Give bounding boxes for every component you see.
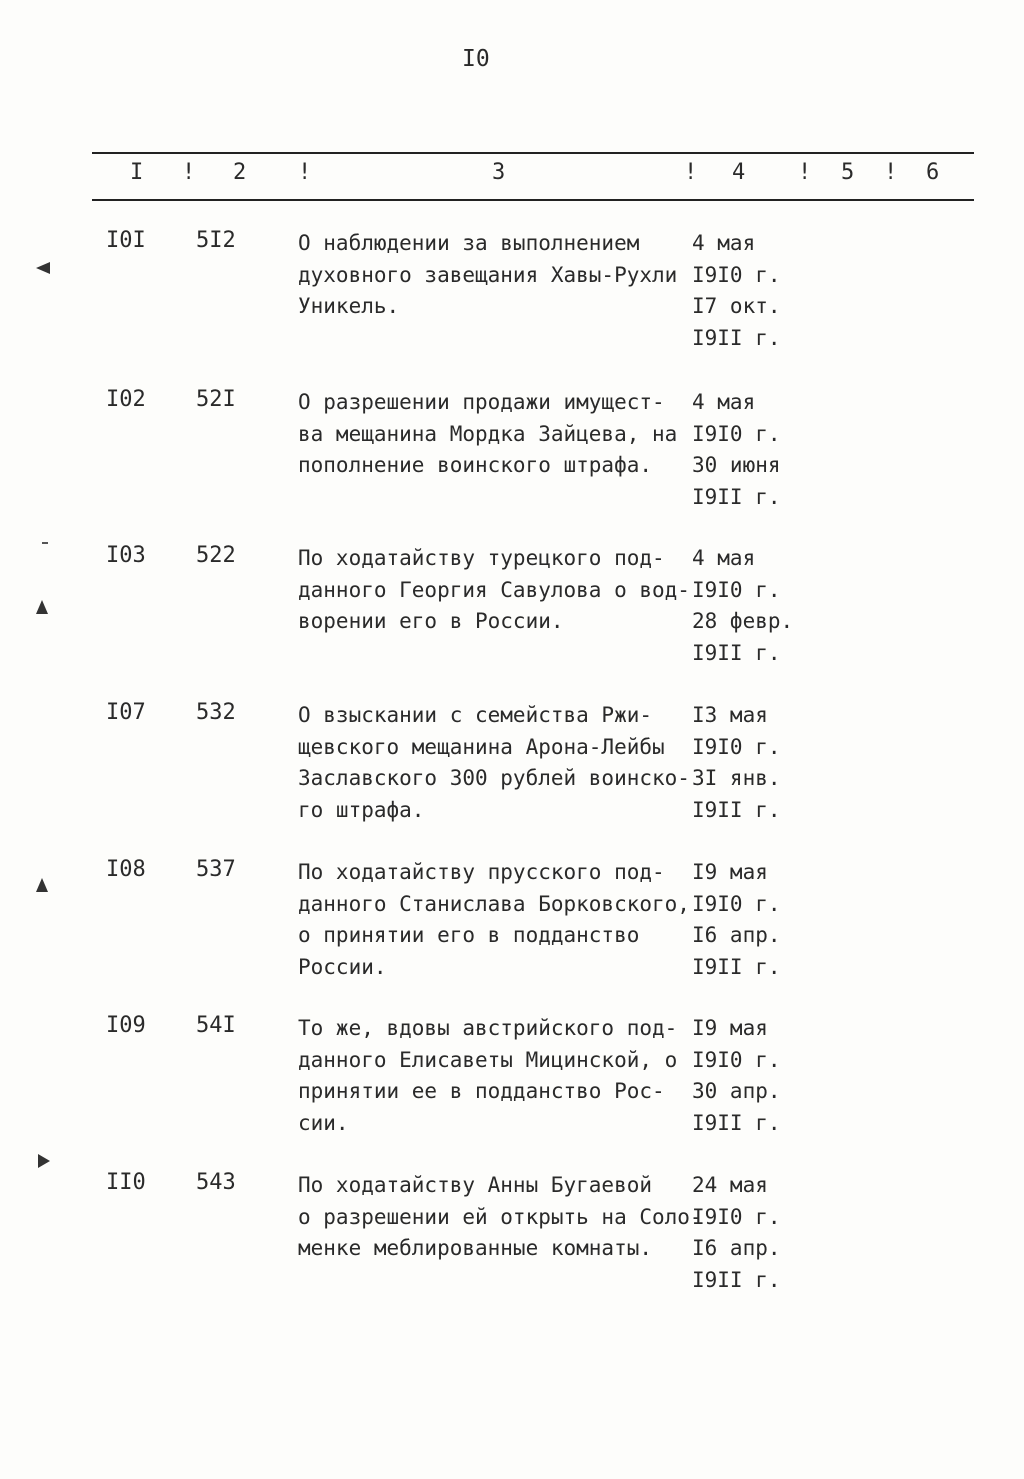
entry-dates	[692, 1170, 781, 1296]
table-row	[0, 700, 1024, 820]
date-line: 4 мая	[692, 390, 756, 414]
punch-hole-mark	[36, 878, 48, 892]
description-line: Заславского 300 рублей воинско-	[298, 766, 690, 790]
entry-dates	[692, 543, 793, 669]
description-line: о принятии его в подданство	[298, 923, 640, 947]
date-line: I9II г.	[692, 325, 781, 350]
description-line: данного Елисаветы Мицинской, о	[298, 1047, 678, 1072]
description-line: То же, вдовы австрийского под-	[298, 1016, 678, 1040]
date-line: I6 апр.	[692, 1236, 781, 1260]
col-separator: !	[298, 160, 312, 185]
punch-hole-mark	[42, 542, 48, 544]
date-line: I9I0 г.	[692, 891, 781, 916]
file-number: 543	[196, 1170, 236, 1195]
header-top-rule	[92, 152, 974, 154]
date-line: I7 окт.	[692, 294, 781, 318]
description-line: О наблюдении за выполнением	[298, 231, 640, 255]
col-separator: !	[684, 160, 698, 185]
table-row	[0, 543, 1024, 663]
punch-hole-mark	[36, 600, 48, 614]
description-line: духовного завещания Хавы-Рухли	[298, 262, 678, 287]
col-separator: !	[182, 160, 196, 185]
entry-description	[298, 1013, 698, 1139]
table-row	[0, 1013, 1024, 1133]
description-line: сии.	[298, 1110, 349, 1135]
file-number: 5I2	[196, 228, 236, 253]
entry-description	[298, 228, 698, 323]
description-line: О разрешении продажи имущест-	[298, 390, 665, 414]
col-header-1: I	[130, 160, 144, 185]
entry-number: I03	[106, 543, 146, 568]
entry-number: I02	[106, 387, 146, 412]
entry-dates	[692, 1013, 781, 1139]
date-line: I9II г.	[692, 797, 781, 822]
table-row	[0, 857, 1024, 977]
header-bottom-rule	[92, 199, 974, 201]
date-line: 4 мая	[692, 231, 756, 255]
date-line: I9 мая	[692, 1016, 768, 1040]
table-row	[0, 1170, 1024, 1290]
description-line: о разрешении ей открыть на Соло-	[298, 1204, 703, 1229]
date-line: I9I0 г.	[692, 262, 781, 287]
page-number: I0	[462, 46, 490, 72]
date-line: I9I0 г.	[692, 421, 781, 446]
punch-hole-mark	[36, 262, 50, 274]
entry-dates	[692, 700, 781, 826]
file-number: 537	[196, 857, 236, 882]
description-line: Уникель.	[298, 294, 400, 318]
entry-number: II0	[106, 1170, 146, 1195]
date-line: I9I0 г.	[692, 1204, 781, 1229]
entry-description	[298, 1170, 703, 1265]
col-header-2: 2	[233, 160, 247, 185]
description-line: О взыскании с семейства Ржи-	[298, 703, 653, 727]
col-separator: !	[798, 160, 812, 185]
date-line: I9I0 г.	[692, 1047, 781, 1072]
col-header-5: 5	[841, 160, 855, 185]
date-line: I6 апр.	[692, 923, 781, 947]
date-line: I9I0 г.	[692, 734, 781, 759]
description-line: пополнение воинского штрафа.	[298, 453, 653, 477]
file-number: 54I	[196, 1013, 236, 1038]
date-line: I9II г.	[692, 1267, 781, 1292]
description-line: ворении его в России.	[298, 609, 564, 633]
entry-number: I09	[106, 1013, 146, 1038]
description-line: По ходатайству турецкого под-	[298, 546, 665, 570]
date-line: I3 мая	[692, 703, 768, 727]
entry-dates	[692, 387, 781, 513]
date-line: 3I янв.	[692, 766, 781, 790]
col-header-6: 6	[926, 160, 940, 185]
col-header-4: 4	[732, 160, 746, 185]
col-header-3: 3	[492, 160, 506, 185]
table-row	[0, 387, 1024, 507]
date-line: I9II г.	[692, 1110, 781, 1135]
col-separator: !	[884, 160, 898, 185]
punch-hole-mark	[38, 1154, 50, 1168]
description-line: менке меблированные комнаты.	[298, 1236, 653, 1260]
file-number: 52I	[196, 387, 236, 412]
date-line: I9I0 г.	[692, 577, 781, 602]
date-line: I9 мая	[692, 860, 768, 884]
description-line: щевского мещанина Арона-Лейбы	[298, 734, 665, 759]
entry-dates	[692, 857, 781, 983]
description-line: По ходатайству прусского под-	[298, 860, 665, 884]
description-line: го штрафа.	[298, 797, 425, 822]
date-line: 4 мая	[692, 546, 756, 570]
file-number: 522	[196, 543, 236, 568]
date-line: I9II г.	[692, 954, 781, 979]
description-line: По ходатайству Анны Бугаевой	[298, 1173, 653, 1197]
entry-description	[298, 857, 698, 983]
entry-number: I08	[106, 857, 146, 882]
description-line: ва мещанина Мордка Зайцева, на	[298, 421, 678, 446]
entry-number: I07	[106, 700, 146, 725]
date-line: 30 июня	[692, 453, 781, 477]
entry-dates	[692, 228, 781, 354]
entry-number: I0I	[106, 228, 146, 253]
entry-description	[298, 700, 698, 826]
date-line: 30 апр.	[692, 1079, 781, 1103]
description-line: данного Георгия Савулова о вод-	[298, 577, 690, 602]
table-row	[0, 228, 1024, 348]
date-line: I9II г.	[692, 640, 781, 665]
date-line: 24 мая	[692, 1173, 768, 1197]
description-line: данного Станислава Борковского,	[298, 891, 690, 916]
entry-description	[298, 387, 698, 482]
date-line: 28 февр.	[692, 609, 794, 633]
date-line: I9II г.	[692, 484, 781, 509]
description-line: России.	[298, 954, 387, 979]
entry-description	[298, 543, 698, 638]
file-number: 532	[196, 700, 236, 725]
description-line: принятии ее в подданство Рос-	[298, 1079, 665, 1103]
